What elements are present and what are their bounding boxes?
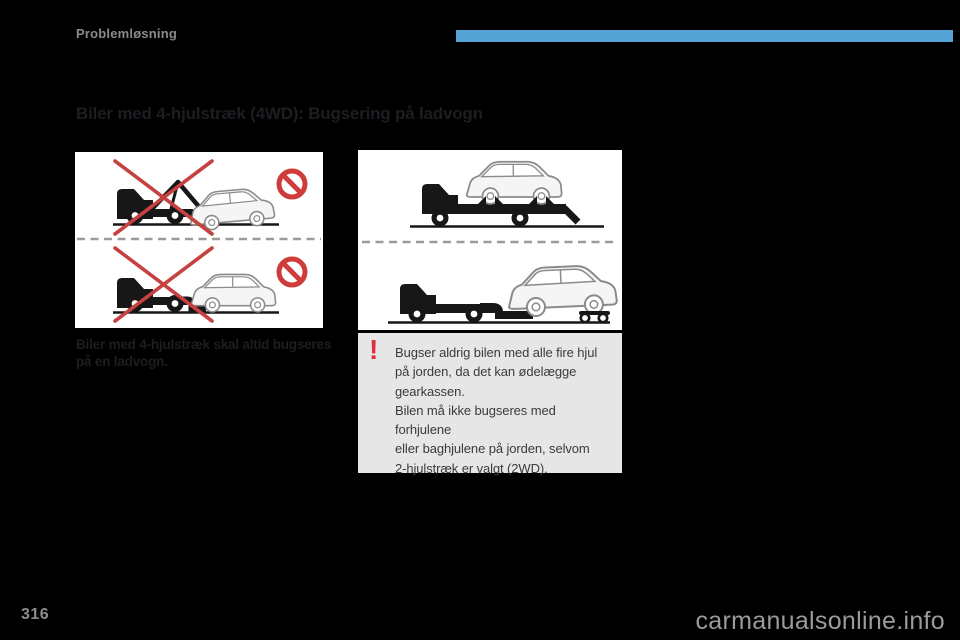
warning-line: Bugser aldrig bilen med alle fire hjul — [395, 345, 598, 360]
figure-caption-line1: Biler med 4-hjulstræk skal altid bugseres — [76, 337, 332, 352]
flatbed-truck-scene — [410, 162, 604, 227]
figure-correct-towing — [358, 150, 622, 330]
dolly-tow-truck-scene — [388, 264, 617, 322]
page-title: Biler med 4-hjulstræk (4WD): Bugsering på ladvogn — [76, 104, 483, 123]
warning-line: eller baghjulene på jorden, selvom — [395, 441, 590, 457]
no-entry-icon — [279, 171, 305, 197]
correct-towing-illustration — [358, 150, 622, 330]
page-number: 316 — [21, 606, 50, 623]
prohibited-towing-illustration — [75, 152, 323, 328]
figure-prohibited-towing — [75, 152, 323, 328]
towing-dolly — [579, 311, 610, 322]
watermark: carmanualsonline.info — [695, 607, 945, 635]
warning-line: Bilen må ikke bugseres med forhjulene — [395, 402, 556, 438]
warning-line: på jorden, da det kan ødelægge — [395, 364, 577, 380]
accent-bar — [456, 30, 953, 42]
exclamation-icon: ! — [369, 334, 379, 365]
chapter-header: Problemløsning — [76, 26, 178, 41]
no-entry-icon — [279, 259, 305, 285]
warning-line: 2-hjulstræk er valgt (2WD). — [395, 460, 548, 476]
figure-caption — [76, 337, 346, 370]
figure-caption-line2: på en ladvogn. — [76, 353, 168, 369]
warning-line: gearkassen. — [395, 383, 465, 399]
warning-box — [358, 333, 622, 476]
warning-text — [395, 343, 613, 478]
